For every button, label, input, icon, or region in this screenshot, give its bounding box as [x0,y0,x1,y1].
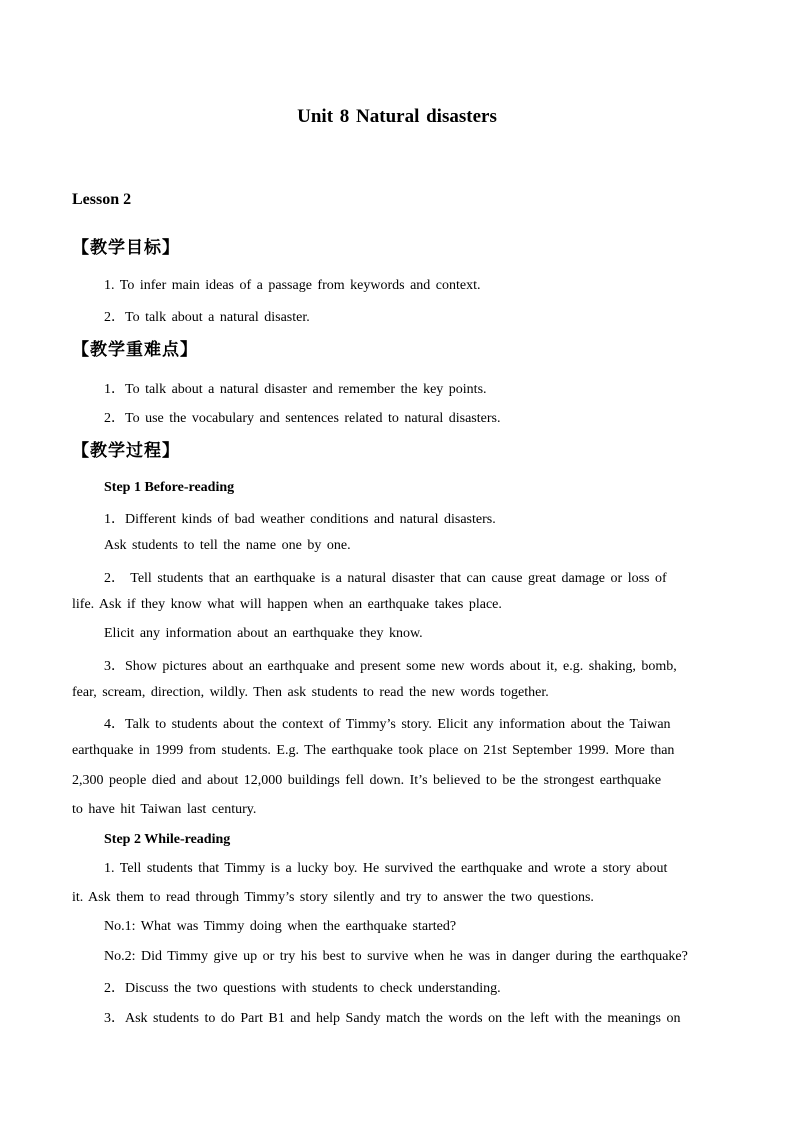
step2-line: it. Ask them to read through Timmy’s story silently and try to answer the two questions. [72,890,594,905]
step1-line: 2． Tell students that an earthquake is a natural disaster that can cause great damage or loss of [104,571,667,586]
step2-line: 2．Discuss the two questions with students to check understanding. [104,981,501,996]
step1-line: fear, scream, direction, wildly. Then ask students to read the new words together. [72,685,549,700]
step1-line: 1．Different kinds of bad weather conditions and natural disasters. [104,512,496,527]
step2-line: 1. Tell students that Timmy is a lucky boy. He survived the earthquake and wrote a story about [104,861,668,876]
step2-title: Step 2 While-reading [104,832,231,847]
keypoint-item: 1．To talk about a natural disaster and remember the key points. [104,382,487,397]
objective-item: 2．To talk about a natural disaster. [104,310,310,325]
step1-line: 4．Talk to students about the context of Timmy’s story. Elicit any information about the Taiwan [104,717,671,732]
step1-title: Step 1 Before-reading [104,480,235,495]
step1-line: earthquake in 1999 from students. E.g. The earthquake took place on 21st September 1999. More than [72,743,675,758]
step2-line: No.1: What was Timmy doing when the earthquake started? [104,919,457,934]
step2-line: 3．Ask students to do Part B1 and help Sandy match the words on the left with the meanings on [104,1011,681,1026]
step1-line: life. Ask if they know what will happen when an earthquake takes place. [72,597,502,612]
keypoints-heading: 【教学重难点】 [72,340,198,360]
objective-item: 1. To infer main ideas of a passage from keywords and context. [104,278,481,293]
step1-line: Ask students to tell the name one by one. [104,538,351,553]
objectives-heading: 【教学目标】 [72,238,180,258]
step2-line: No.2: Did Timmy give up or try his best to survive when he was in danger during the earthquake? [104,949,688,964]
process-heading: 【教学过程】 [72,441,180,461]
keypoint-item: 2．To use the vocabulary and sentences related to natural disasters. [104,411,501,426]
step1-line: to have hit Taiwan last century. [72,802,257,817]
document-title: Unit 8 Natural disasters [297,106,497,127]
step1-line: 3．Show pictures about an earthquake and present some new words about it, e.g. shaking, bomb, [104,659,677,674]
lesson-label: Lesson 2 [72,191,132,208]
step1-line: Elicit any information about an earthquake they know. [104,626,423,641]
step1-line: 2,300 people died and about 12,000 buildings fell down. It’s believed to be the strongest earthquake [72,773,662,788]
